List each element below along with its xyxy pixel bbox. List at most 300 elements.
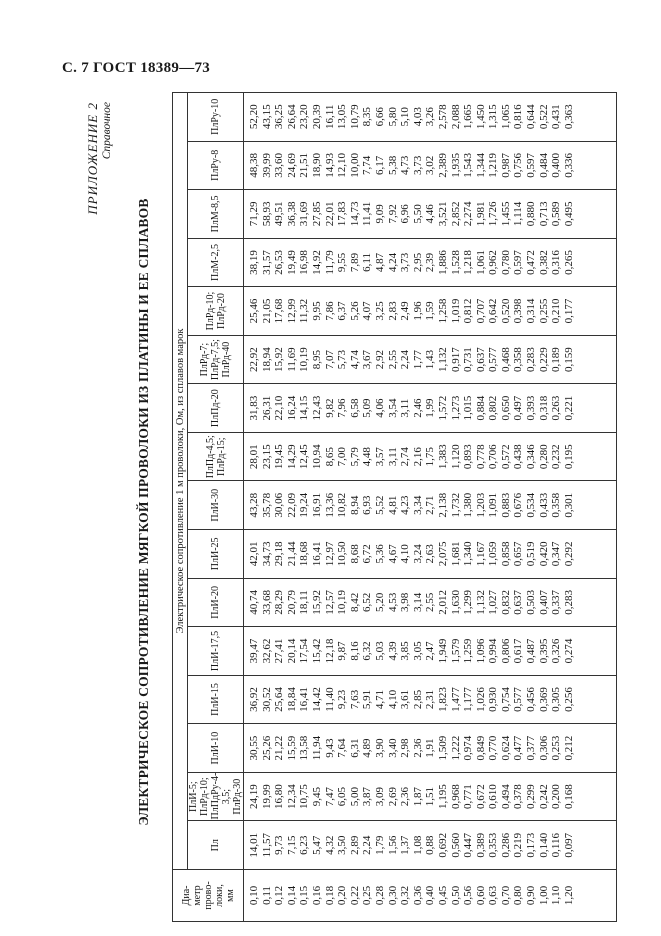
values-column-plrd10 — [244, 287, 617, 336]
table-cell: 0,395 — [537, 638, 550, 664]
table-cell: 30,55 — [248, 735, 260, 761]
alloy-header-line: ПлРд-15; — [215, 437, 227, 477]
table-cell: 39,99 — [260, 152, 273, 178]
table-cell: 0,306 — [537, 735, 550, 761]
table-cell: 29,18 — [273, 541, 286, 567]
table-cell: 1,79 — [373, 835, 386, 855]
table-cell: 2,49 — [399, 301, 412, 321]
table-cell: 35,78 — [260, 492, 273, 518]
table-cell: 0,168 — [562, 784, 575, 810]
alloy-header-line: ПлПд-4,5; — [204, 435, 216, 479]
table-cell: 16,11 — [323, 104, 336, 129]
table-cell: 3,24 — [411, 544, 424, 564]
appendix-label — [86, 102, 114, 215]
table-cell: 58,93 — [260, 201, 273, 227]
table-cell: 5,03 — [373, 641, 386, 661]
table-cell: 12,99 — [285, 298, 298, 324]
table-cell: 2,578 — [436, 104, 449, 130]
alloy-header-pli15 — [188, 675, 244, 724]
table-cell: 1,450 — [474, 104, 487, 130]
table-cell: 12,34 — [285, 784, 298, 810]
table-cell: 0,560 — [449, 832, 462, 858]
table-cell: 2,71 — [424, 495, 437, 515]
table-cell: 1,455 — [499, 201, 512, 227]
table-cell: 0,221 — [562, 395, 575, 421]
table-cell: 2,36 — [411, 738, 424, 758]
table-cell: 0,676 — [512, 492, 525, 518]
table-cell: 0,497 — [512, 395, 525, 421]
table-cell: 31,57 — [260, 250, 273, 275]
table-cell: 3,11 — [386, 447, 399, 467]
table-cell: 6,05 — [336, 787, 349, 807]
values-column-plpd20 — [244, 384, 617, 433]
table-cell: 16,91 — [310, 492, 323, 518]
table-cell: 1,340 — [462, 541, 475, 567]
table-cell: 1,981 — [474, 201, 487, 227]
table-cell: 25,46 — [248, 298, 260, 324]
table-cell: 3,25 — [373, 301, 386, 321]
table-cell: 0,974 — [462, 735, 475, 761]
alloy-header-plir5 — [188, 772, 244, 821]
table-cell: 11,40 — [323, 687, 336, 712]
table-cell: 0,883 — [499, 492, 512, 518]
table-cell: 1,273 — [449, 395, 462, 421]
table-cell: 39,47 — [248, 638, 260, 664]
table-cell: 21,22 — [273, 735, 286, 761]
table-cell: 0,780 — [499, 250, 512, 275]
table-cell: 49,51 — [273, 201, 286, 227]
table-cell: 22,10 — [273, 395, 286, 421]
values-column-pli175 — [244, 627, 617, 676]
table-cell: 0,994 — [487, 638, 500, 664]
table-cell: 0,884 — [474, 395, 487, 421]
table-cell: 15,42 — [310, 638, 323, 664]
table-cell: 7,92 — [386, 204, 399, 224]
table-cell: 7,07 — [323, 349, 336, 370]
table-cell: 0,472 — [525, 250, 538, 275]
table-cell: 8,95 — [310, 349, 323, 370]
table-cell: 0,477 — [512, 735, 525, 761]
values-column-plrd7 — [244, 335, 617, 384]
table-cell: 28,01 — [248, 444, 260, 470]
table-cell: 6,32 — [361, 641, 374, 661]
alloy-header-line: ПлРд-7; — [199, 342, 210, 377]
table-cell: 9,09 — [373, 204, 386, 224]
table-cell: 16,41 — [298, 687, 311, 712]
table-cell: 0,242 — [537, 784, 550, 810]
values-column-plm25 — [244, 238, 617, 287]
table-cell: 1,096 — [474, 638, 487, 664]
alloy-header-pli25 — [188, 530, 244, 579]
table-cell: 52,20 — [248, 104, 260, 130]
alloy-header-line: ПлИ-17,5 — [210, 630, 221, 672]
table-cell: 0,816 — [512, 104, 525, 130]
table-cell: 11,79 — [323, 250, 336, 275]
table-cell: 10,50 — [336, 541, 349, 567]
table-cell: 1,380 — [462, 492, 475, 518]
diameter-cell: 0,25 — [361, 885, 374, 906]
diameter-column — [244, 870, 617, 922]
diameter-cell: 0,60 — [474, 885, 487, 906]
table-cell: 1,259 — [462, 638, 475, 664]
table-cell: 0,692 — [436, 832, 449, 858]
table-cell: 42,01 — [248, 541, 260, 567]
diameter-cell: 0,80 — [512, 885, 525, 906]
table-cell: 4,46 — [424, 204, 437, 224]
table-cell: 1,579 — [449, 638, 462, 664]
table-cell: 0,286 — [499, 832, 512, 858]
diameter-cell: 0,50 — [449, 885, 462, 906]
table-cell: 1,061 — [474, 250, 487, 275]
diameter-header: Диа- метр прово- локи, мм — [173, 870, 244, 922]
table-cell: 0,589 — [550, 201, 563, 227]
table-cell: 2,69 — [386, 787, 399, 807]
table-cell: 0,754 — [499, 687, 512, 712]
table-cell: 5,00 — [348, 787, 361, 807]
table-cell: 6,72 — [361, 544, 374, 564]
table-cell: 22,92 — [248, 347, 260, 372]
table-cell: 2,55 — [424, 592, 437, 613]
table-cell: 32,62 — [260, 638, 273, 664]
table-cell: 0,420 — [537, 541, 550, 567]
table-cell: 1,726 — [487, 201, 500, 227]
table-cell: 0,917 — [449, 347, 462, 372]
table-cell: 7,00 — [336, 447, 349, 467]
table-cell: 1,949 — [436, 638, 449, 664]
values-column-plm85 — [244, 190, 617, 239]
table-cell: 0,438 — [512, 444, 525, 470]
table-cell: 0,326 — [550, 638, 563, 664]
alloy-header-line: ПлИ-25 — [210, 537, 221, 571]
table-cell: 4,23 — [399, 495, 412, 515]
table-cell: 9,73 — [273, 835, 286, 855]
table-cell: 1,091 — [487, 492, 500, 518]
table-cell: 0,756 — [512, 152, 525, 178]
table-cell: 6,17 — [373, 155, 386, 175]
table-cell: 1,43 — [424, 349, 437, 370]
table-cell: 0,212 — [562, 735, 575, 761]
alloy-header-line: ПлИ-30 — [210, 488, 221, 522]
table-cell: 2,389 — [436, 152, 449, 178]
table-cell: 6,66 — [373, 107, 386, 127]
table-cell: 3,73 — [399, 252, 412, 273]
table-cell: 1,935 — [449, 152, 462, 178]
table-cell: 18,84 — [285, 687, 298, 712]
table-cell: 43,15 — [260, 104, 273, 130]
table-cell: 1,222 — [449, 735, 462, 761]
table-cell: 19,45 — [273, 444, 286, 470]
alloy-header-row — [188, 93, 244, 922]
table-cell: 0,577 — [512, 687, 525, 712]
table-cell: 8,68 — [348, 544, 361, 564]
table-cell: 26,53 — [273, 250, 286, 275]
table-cell: 2,24 — [361, 835, 374, 855]
table-cell: 1,027 — [487, 590, 500, 615]
table-cell: 3,61 — [399, 689, 412, 710]
table-cell: 4,73 — [399, 155, 412, 175]
table-cell: 0,358 — [512, 347, 525, 372]
table-cell: 13,36 — [323, 492, 336, 518]
table-cell: 1,218 — [462, 250, 475, 275]
table-cell: 0,968 — [449, 784, 462, 810]
table-cell: 22,01 — [323, 201, 336, 227]
table-cell: 3,98 — [399, 592, 412, 613]
table-cell: 4,10 — [399, 544, 412, 564]
table-cell: 0,577 — [487, 347, 500, 372]
diameter-cell: 0,15 — [298, 885, 311, 906]
diameter-cell: 1,00 — [537, 885, 550, 906]
table-cell: 2,63 — [424, 544, 437, 564]
table-cell: 1,08 — [411, 835, 424, 855]
table-cell: 0,637 — [474, 347, 487, 372]
table-cell: 1,132 — [474, 590, 487, 615]
table-cell: 1,120 — [449, 444, 462, 470]
page-header: С. 7 ГОСТ 18389—73 — [62, 60, 211, 76]
table-cell: 43,28 — [248, 492, 260, 518]
alloy-header-line: ПлРд-20 — [215, 293, 227, 329]
table-cell: 3,85 — [399, 641, 412, 661]
table-cell: 5,38 — [386, 155, 399, 175]
table-cell: 3,90 — [373, 738, 386, 758]
table-cell: 2,24 — [399, 349, 412, 370]
table-cell: 8,42 — [348, 592, 361, 613]
alloy-header-plm85 — [188, 190, 244, 239]
table-cell: 1,528 — [449, 250, 462, 275]
table-cell: 0,274 — [562, 638, 575, 664]
table-cell: 22,09 — [285, 492, 298, 518]
table-cell: 14,92 — [310, 250, 323, 275]
table-cell: 30,52 — [260, 687, 273, 712]
table-cell: 0,713 — [537, 201, 550, 227]
table-cell: 9,82 — [323, 398, 336, 418]
table-cell: 2,274 — [462, 201, 475, 227]
table-title: ЭЛЕКТРИЧЕСКОЕ СОПРОТИВЛЕНИЕ МЯГКОЙ ПРОВОЛОКИ ИЗ ПЛАТИНЫ И ЕЕ СПЛАВОВ — [136, 198, 151, 826]
table-cell: 8,35 — [361, 107, 374, 127]
table-cell: 0,346 — [525, 444, 538, 470]
table-cell: 2,138 — [436, 492, 449, 518]
diameter-cell: 0,28 — [373, 885, 386, 906]
table-cell: 16,24 — [285, 395, 298, 421]
table-cell: 38,19 — [248, 250, 260, 275]
table-cell: 0,534 — [525, 492, 538, 518]
table-cell: 0,140 — [537, 832, 550, 858]
alloy-header-plpd20 — [188, 384, 244, 433]
alloy-header-pl — [188, 821, 244, 870]
table-cell: 3,09 — [373, 787, 386, 807]
values-column-plru10 — [244, 93, 617, 142]
table-cell: 1,91 — [424, 738, 437, 758]
table-cell: 0,316 — [550, 250, 563, 275]
table-cell: 6,96 — [399, 204, 412, 224]
table-cell: 0,642 — [487, 298, 500, 324]
table-cell: 0,253 — [550, 735, 563, 761]
table-cell: 7,74 — [361, 155, 374, 175]
table-cell: 4,10 — [386, 689, 399, 710]
table-cell: 33,68 — [260, 590, 273, 615]
alloy-header-line: ПлРд-10; — [199, 777, 210, 816]
table-cell: 4,48 — [361, 447, 374, 467]
appendix-title: ПРИЛОЖЕНИЕ 2 — [85, 102, 100, 215]
table-cell: 0,650 — [499, 395, 512, 421]
table-cell: 0,299 — [525, 784, 538, 810]
table-cell: 1,59 — [424, 301, 437, 321]
table-cell: 5,26 — [348, 301, 361, 321]
table-cell: 0,318 — [537, 395, 550, 421]
table-cell: 8,65 — [323, 447, 336, 467]
table-cell: 16,80 — [273, 784, 286, 810]
table-cell: 7,47 — [323, 787, 336, 807]
table-cell: 0,849 — [474, 735, 487, 761]
table-cell: 1,167 — [474, 541, 487, 567]
table-cell: 5,20 — [373, 592, 386, 613]
appendix-subtitle: Справочное — [101, 102, 113, 160]
table-cell: 0,930 — [487, 687, 500, 712]
table-cell: 3,57 — [373, 447, 386, 467]
table-data-row — [244, 93, 617, 922]
table-cell: 20,39 — [310, 104, 323, 130]
table-cell: 0,858 — [499, 541, 512, 567]
table-cell: 6,37 — [336, 301, 349, 321]
table-cell: 0,363 — [562, 104, 575, 130]
table-cell: 14,15 — [298, 395, 311, 421]
table-cell: 2,83 — [386, 301, 399, 321]
table-cell: 0,812 — [462, 298, 475, 324]
table-cell: 10,00 — [348, 152, 361, 178]
alloy-header-line: Пл — [210, 839, 221, 852]
table-cell: 0,280 — [537, 444, 550, 470]
table-cell: 0,494 — [499, 784, 512, 810]
table-cell: 17,54 — [298, 638, 311, 664]
diameter-cell: 0,36 — [411, 885, 424, 906]
table-cell: 1,258 — [436, 298, 449, 324]
table-cell: 0,389 — [474, 832, 487, 858]
table-cell: 0,962 — [487, 250, 500, 275]
table-cell: 5,47 — [310, 835, 323, 855]
table-cell: 18,68 — [298, 541, 311, 567]
diameter-cell: 0,40 — [424, 885, 437, 906]
table-cell: 14,01 — [248, 832, 260, 858]
table-cell: 0,487 — [525, 638, 538, 664]
table-cell: 23,15 — [260, 444, 273, 470]
table-cell: 1,132 — [436, 347, 449, 372]
table-cell: 20,14 — [285, 638, 298, 664]
table-cell: 2,36 — [399, 787, 412, 807]
table-cell: 0,572 — [499, 444, 512, 470]
diameter-cell: 0,10 — [248, 885, 260, 906]
table-cell: 19,49 — [285, 250, 298, 275]
table-cell: 17,83 — [336, 201, 349, 227]
table-cell: 71,29 — [248, 201, 260, 227]
table-cell: 24,19 — [248, 784, 260, 810]
table-cell: 3,05 — [411, 641, 424, 661]
diameter-cell: 0,90 — [525, 885, 538, 906]
table-cell: 2,46 — [411, 398, 424, 418]
diameter-cell: 0,18 — [323, 885, 336, 906]
table-cell: 36,92 — [248, 687, 260, 712]
table-cell: 25,26 — [260, 735, 273, 761]
table-cell: 0,292 — [562, 541, 575, 567]
table-cell: 1,177 — [462, 687, 475, 712]
table-cell: 0,503 — [525, 590, 538, 615]
table-cell: 0,447 — [462, 832, 475, 858]
table-cell: 9,55 — [336, 252, 349, 273]
table-cell: 9,95 — [310, 301, 323, 321]
table-cell: 1,75 — [424, 447, 437, 467]
table-cell: 2,47 — [424, 641, 437, 661]
diameter-cell: 0,45 — [436, 885, 449, 906]
table-cell: 1,51 — [424, 787, 437, 807]
table-cell: 0,637 — [512, 590, 525, 615]
table-cell: 3,54 — [386, 398, 399, 418]
table-cell: 10,75 — [298, 784, 311, 810]
table-cell: 2,852 — [449, 201, 462, 227]
table-cell: 0,495 — [562, 201, 575, 227]
table-cell: 33,60 — [273, 152, 286, 178]
table-cell: 17,68 — [273, 298, 286, 324]
table-cell: 14,42 — [310, 687, 323, 712]
table-cell: 2,92 — [373, 349, 386, 370]
table-cell: 0,880 — [525, 201, 538, 227]
table-cell: 6,23 — [298, 835, 311, 855]
table-cell: 2,39 — [424, 252, 437, 273]
alloy-header-plru10 — [188, 93, 244, 142]
diameter-cell: 0,12 — [273, 885, 286, 906]
table-cell: 0,431 — [550, 104, 563, 130]
alloy-header-plrd7 — [188, 335, 244, 384]
table-cell: 0,706 — [487, 444, 500, 470]
alloy-header-line: ПлРд-10; — [204, 291, 216, 331]
table-cell: 27,85 — [310, 201, 323, 227]
table-cell: 23,20 — [298, 104, 311, 130]
table-cell: 1,015 — [462, 395, 475, 421]
table-cell: 8,94 — [348, 495, 361, 515]
table-cell: 16,41 — [310, 541, 323, 567]
table-cell: 7,63 — [348, 689, 361, 710]
table-cell: 3,02 — [424, 155, 437, 175]
table-cell: 18,11 — [298, 590, 311, 615]
table-cell: 2,088 — [449, 104, 462, 130]
table-cell: 1,77 — [411, 349, 424, 370]
table-cell: 20,79 — [285, 590, 298, 615]
table-cell: 1,065 — [499, 104, 512, 130]
table-cell: 6,52 — [361, 592, 374, 613]
table-cell: 0,657 — [512, 541, 525, 567]
table-cell: 0,987 — [499, 152, 512, 178]
table-cell: 14,93 — [323, 152, 336, 178]
table-cell: 4,07 — [361, 301, 374, 321]
table-cell: 0,433 — [537, 492, 550, 518]
table-cell: 11,69 — [285, 347, 298, 372]
table-cell: 0,731 — [462, 347, 475, 372]
table-cell: 2,85 — [411, 689, 424, 710]
table-cell: 10,79 — [348, 104, 361, 130]
table-cell: 0,232 — [550, 444, 563, 470]
table-cell: 0,893 — [462, 444, 475, 470]
alloy-header-line: ПлИ-15 — [210, 683, 221, 716]
table-cell: 0,210 — [550, 298, 563, 324]
table-cell: 7,89 — [348, 252, 361, 273]
table-cell: 3,50 — [336, 835, 349, 855]
table-cell: 0,522 — [537, 104, 550, 130]
table-cell: 0,519 — [525, 541, 538, 567]
table-cell: 1,543 — [462, 152, 475, 178]
table-cell: 31,69 — [298, 201, 311, 227]
alloy-header-line: ПлИ-10 — [210, 731, 221, 765]
table-cell: 5,09 — [361, 398, 374, 418]
table-cell: 15,59 — [285, 735, 298, 761]
table-cell: 5,91 — [361, 689, 374, 710]
table-cell: 16,98 — [298, 250, 311, 275]
